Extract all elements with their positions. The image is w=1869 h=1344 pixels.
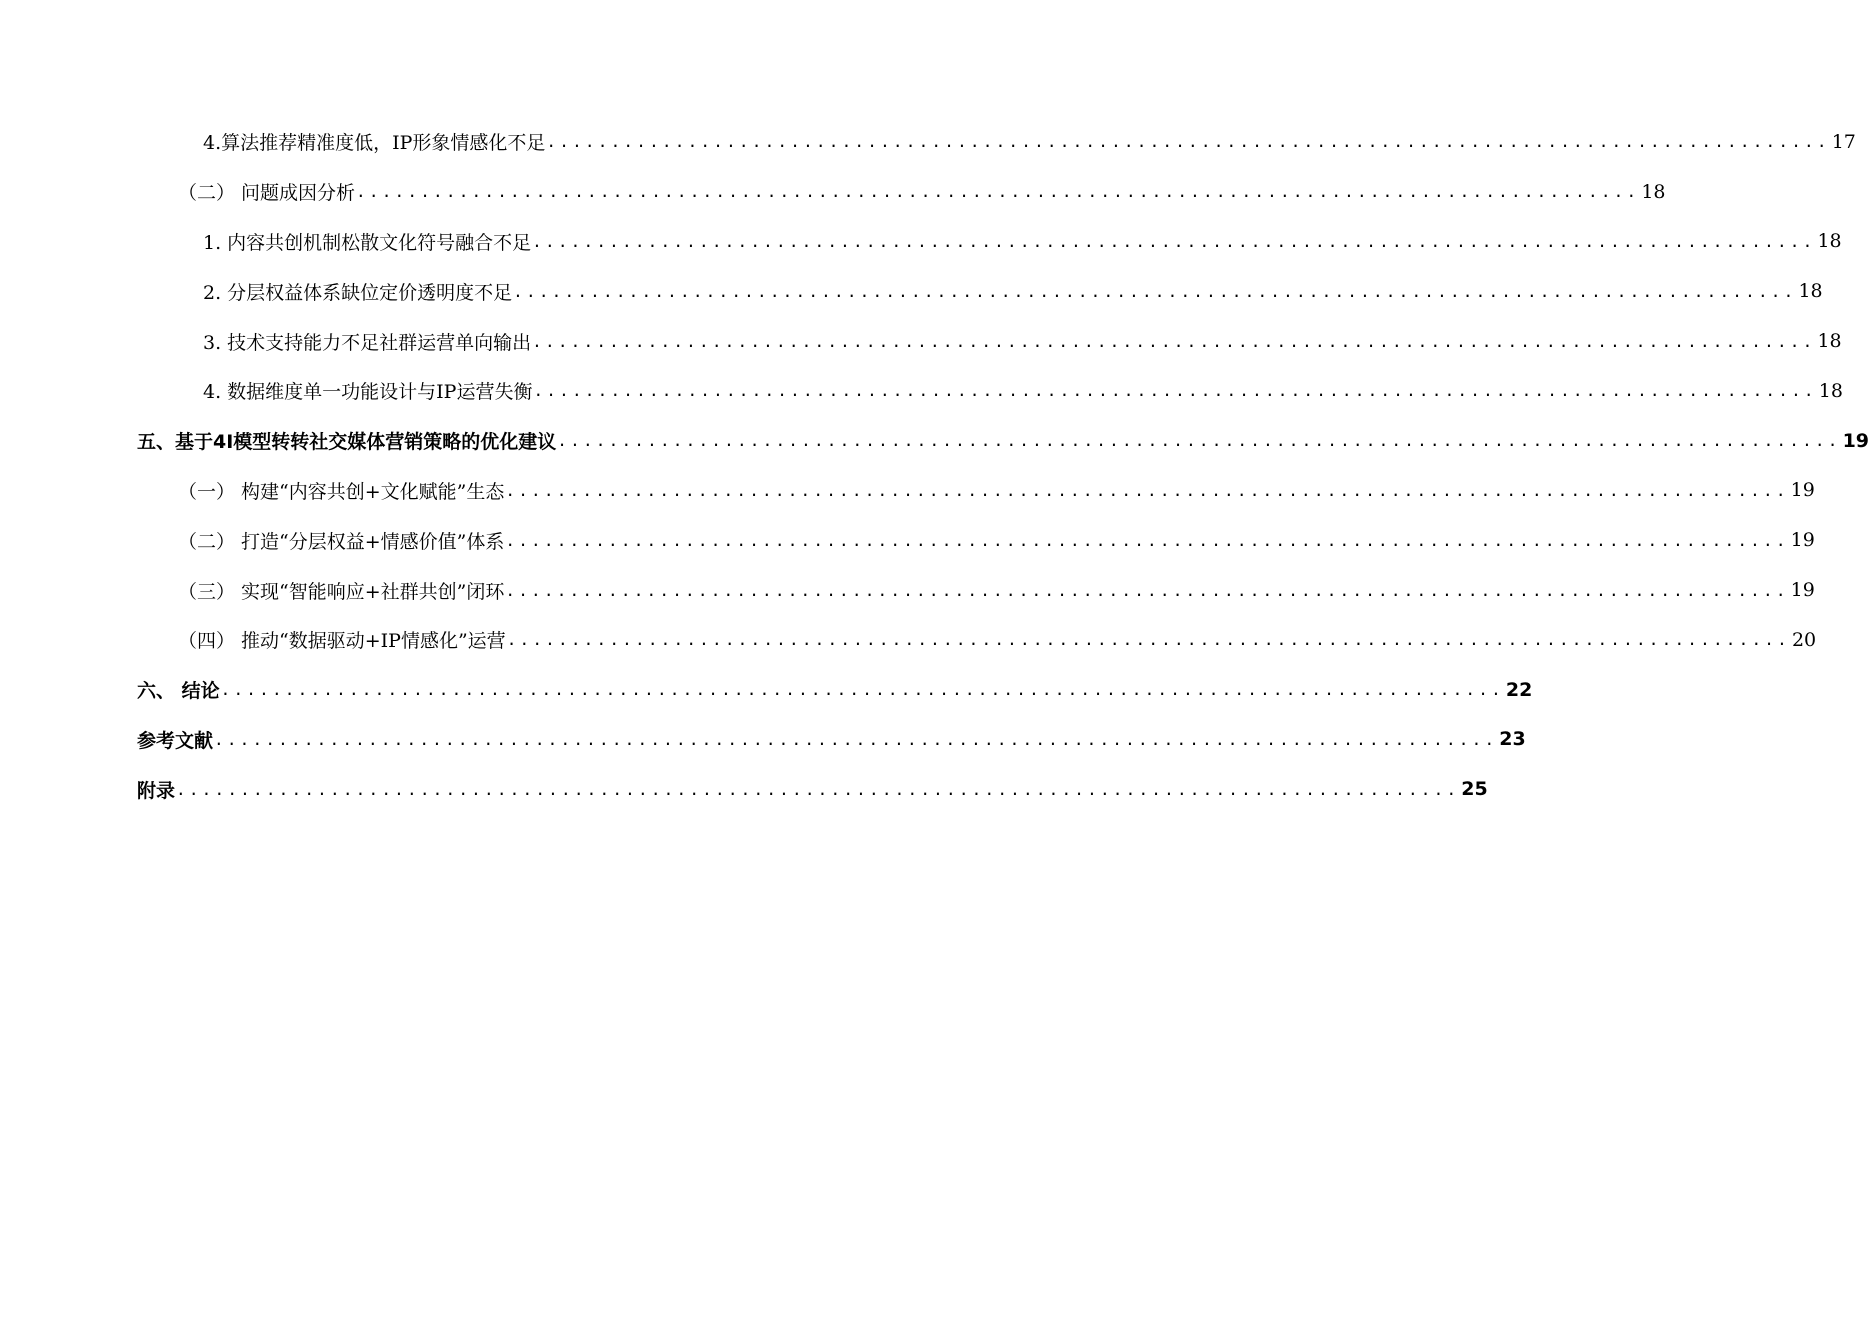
toc-page-number: 18 [1817, 230, 1842, 253]
toc-entry-title: （四） 推动“数据驱动+IP情感化”运营 [178, 630, 506, 653]
table-of-contents [0, 117, 1869, 814]
toc-entry-title: 2. 分层权益体系缺位定价透明度不足 [203, 281, 513, 304]
toc-page-number: 18 [1818, 379, 1843, 402]
toc-dot-leader: .................................................................................................... [533, 381, 1817, 401]
toc-entry[interactable] [0, 715, 1526, 765]
toc-page-number: 18 [1798, 280, 1823, 303]
toc-page-number: 19 [1790, 479, 1815, 502]
toc-dot-leader: .................................................................................................... [506, 630, 1790, 650]
toc-entry-title: 3. 技术支持能力不足社群运营单向输出 [203, 331, 532, 354]
toc-dot-leader: .................................................................................................... [513, 281, 1797, 301]
toc-dot-leader: .................................................................................................... [532, 331, 1816, 351]
toc-entry[interactable] [0, 515, 1815, 565]
toc-entry-title: （二） 问题成因分析 [178, 182, 356, 205]
toc-dot-leader: .................................................................................................... [214, 729, 1498, 749]
toc-entry-title: 参考文献 [137, 729, 214, 752]
toc-dot-leader: .................................................................................................... [532, 231, 1816, 251]
toc-entry[interactable] [0, 764, 1488, 814]
toc-page-number: 23 [1499, 728, 1526, 751]
toc-page-number: 19 [1790, 579, 1815, 602]
toc-entry-title: 4. 数据维度单一功能设计与IP运营失衡 [203, 381, 533, 404]
toc-entry[interactable] [0, 316, 1842, 366]
toc-entry[interactable] [0, 416, 1869, 466]
toc-entry[interactable] [0, 217, 1842, 267]
toc-entry-title: 附录 [137, 779, 176, 802]
toc-entry-title: 六、 结论 [137, 680, 220, 703]
toc-entry-title: 五、基于4I模型转转社交媒体营销策略的优化建议 [137, 431, 557, 454]
toc-page-number: 25 [1461, 778, 1488, 801]
toc-dot-leader: .................................................................................................... [546, 132, 1830, 152]
toc-entry[interactable] [0, 266, 1823, 316]
toc-dot-leader: .................................................................................................... [505, 580, 1789, 600]
toc-dot-leader: .................................................................................................... [505, 480, 1789, 500]
toc-entry[interactable] [0, 665, 1533, 715]
toc-entry[interactable] [0, 466, 1815, 516]
toc-entry[interactable] [0, 615, 1817, 665]
toc-entry[interactable] [0, 366, 1843, 416]
toc-dot-leader: .................................................................................................... [505, 530, 1789, 550]
toc-dot-leader: .................................................................................................... [220, 680, 1504, 700]
toc-page-number: 22 [1505, 678, 1533, 701]
toc-entry-title: 1. 内容共创机制松散文化符号融合不足 [203, 231, 532, 254]
toc-page-number: 19 [1842, 429, 1869, 452]
toc-entry-title: （二） 打造“分层权益+情感价值”体系 [178, 530, 505, 553]
toc-dot-leader: .................................................................................................... [356, 182, 1640, 202]
toc-page-number: 18 [1817, 330, 1842, 353]
toc-entry-title: （三） 实现“智能响应+社群共创”闭环 [178, 580, 505, 603]
toc-entry[interactable] [0, 565, 1815, 615]
toc-dot-leader: .................................................................................................... [176, 779, 1460, 799]
toc-entry-title: （一） 构建“内容共创+文化赋能”生态 [178, 480, 505, 503]
toc-entry[interactable] [0, 117, 1856, 167]
toc-entry[interactable] [0, 167, 1666, 217]
toc-entry-title: 4.算法推荐精准度低，IP形象情感化不足 [203, 132, 546, 155]
toc-page-number: 17 [1831, 130, 1856, 153]
toc-page-number: 19 [1790, 529, 1815, 552]
toc-dot-leader: .................................................................................................... [557, 431, 1841, 451]
toc-page-number: 18 [1641, 180, 1666, 203]
toc-page-number: 20 [1791, 628, 1817, 651]
